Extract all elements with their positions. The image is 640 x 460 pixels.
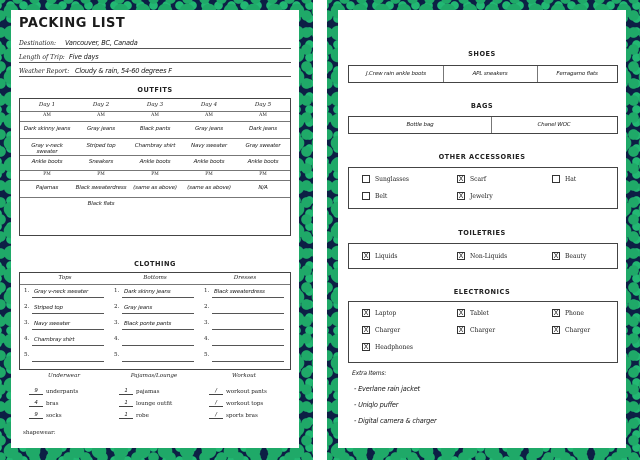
- item-number: 3.: [114, 320, 120, 326]
- pajamas-quantity[interactable]: 1: [119, 400, 133, 407]
- shoes-item: APL sneakers: [472, 71, 508, 77]
- non-liquids-label: Non-Liquids: [470, 253, 508, 260]
- item-number: 5.: [204, 352, 210, 358]
- pajamas-header: Pajamas/Lounge: [130, 373, 178, 379]
- entry-line: [32, 345, 104, 346]
- tops-item: Gray v-neck sweater: [34, 289, 89, 295]
- am-outfit-item: Striped top: [86, 143, 116, 149]
- laptop-checkbox[interactable]: X: [363, 309, 369, 317]
- destination-row: [19, 37, 291, 49]
- left-sheet: [11, 10, 299, 448]
- entry-line: [212, 297, 284, 298]
- bottoms-header: Bottoms: [143, 275, 167, 281]
- item-number: 2.: [24, 304, 30, 310]
- pajamas-label: lounge outfit: [136, 401, 173, 407]
- item-number: 4.: [114, 336, 120, 342]
- beauty-checkbox[interactable]: X: [553, 252, 559, 260]
- workout-quantity[interactable]: /: [209, 400, 223, 407]
- entry-line: [32, 361, 104, 362]
- length-row: [19, 51, 291, 63]
- entry-line: [122, 361, 194, 362]
- am-outfit-item: Ankle boots: [139, 159, 171, 165]
- am-outfit-item: Gray sweater: [245, 143, 281, 149]
- row-divider: [20, 138, 290, 139]
- workout-label: workout tops: [226, 401, 264, 407]
- workout-label: workout pants: [226, 389, 267, 395]
- pm-label: PM: [259, 171, 267, 177]
- length-value: Five days: [69, 53, 99, 61]
- undergarments-area: [19, 370, 291, 445]
- item-number: 2.: [204, 304, 210, 310]
- shoes-heading: SHOES: [468, 50, 496, 58]
- tablet-checkbox[interactable]: X: [458, 309, 464, 317]
- am-outfit-item: Gray jeans: [86, 126, 116, 132]
- tops-item: Striped top: [34, 305, 63, 311]
- workout-label: sports bras: [226, 413, 258, 419]
- row-divider: [20, 197, 290, 198]
- underwear-header: Underwear: [48, 373, 80, 379]
- entry-line: [212, 313, 284, 314]
- length-label: Length of Trip:: [19, 54, 65, 61]
- electronics-box: [348, 301, 618, 363]
- am-outfit-item: Dark jeans: [249, 126, 277, 132]
- item-number: 5.: [114, 352, 120, 358]
- am-outfit-item: Sneakers: [88, 159, 114, 165]
- sunglasses-label: Sunglasses: [375, 176, 409, 183]
- charger-label: Charger: [470, 327, 496, 334]
- shoes-item: J.Crew rain ankle boots: [366, 71, 426, 77]
- laptop-label: Laptop: [375, 310, 397, 317]
- item-number: 4.: [24, 336, 30, 342]
- tops-header: Tops: [58, 275, 72, 281]
- page-title: PACKING LIST: [19, 16, 126, 31]
- day-header: Day 4: [200, 101, 218, 108]
- phone-label: Phone: [565, 310, 584, 317]
- bottoms-item: Black ponte pants: [124, 321, 172, 327]
- am-label: AM: [43, 112, 51, 118]
- pm-outfit-item: N/A: [258, 185, 268, 191]
- underwear-label: socks: [46, 413, 62, 419]
- entry-line: [32, 297, 104, 298]
- headphones-label: Headphones: [375, 344, 414, 351]
- beauty-label: Beauty: [565, 253, 587, 260]
- pm-label: PM: [97, 171, 105, 177]
- item-number: 3.: [24, 320, 30, 326]
- liquids-checkbox[interactable]: X: [363, 252, 369, 260]
- workout-quantity[interactable]: /: [209, 412, 223, 419]
- bottoms-item: Gray jeans: [124, 305, 153, 311]
- am-outfit-item: Ankle boots: [193, 159, 225, 165]
- row-divider: [20, 121, 290, 122]
- tablet-label: Tablet: [470, 310, 489, 317]
- extra-item: - Digital camera & charger: [354, 417, 437, 425]
- entry-line: [32, 313, 104, 314]
- liquids-label: Liquids: [375, 253, 398, 260]
- hat-checkbox[interactable]: [552, 175, 560, 183]
- day-header: Day 3: [146, 101, 164, 108]
- electronics-heading: ELECTRONICS: [453, 288, 511, 296]
- jewelry-checkbox[interactable]: X: [458, 192, 464, 200]
- destination-label: Destination:: [19, 40, 57, 47]
- left-page: [0, 0, 313, 460]
- pm-label: PM: [43, 171, 51, 177]
- pm-outfit-item: (same as above): [187, 185, 231, 191]
- am-label: AM: [205, 112, 213, 118]
- extra-item: - Everlane rain jacket: [354, 385, 420, 393]
- pm-label: PM: [205, 171, 213, 177]
- pajamas-label: robe: [136, 413, 149, 419]
- belt-label: Belt: [375, 193, 388, 200]
- charger-label: Charger: [375, 327, 401, 334]
- item-number: 1.: [204, 288, 210, 294]
- pm-label: PM: [151, 171, 159, 177]
- entry-line: [122, 313, 194, 314]
- underwear-label: underpants: [46, 389, 79, 395]
- weather-row: [19, 65, 291, 77]
- underwear-quantity[interactable]: 4: [29, 400, 43, 407]
- bottoms-item: Dark skinny jeans: [124, 289, 171, 295]
- charger-checkbox[interactable]: X: [363, 326, 369, 334]
- extra-item: - Uniqlo puffer: [354, 401, 399, 409]
- item-number: 5.: [24, 352, 30, 358]
- am-outfit-item: Navy sweater: [191, 143, 227, 149]
- charger-checkbox[interactable]: X: [553, 326, 559, 334]
- right-page: [327, 0, 640, 460]
- pajamas-quantity[interactable]: 1: [119, 412, 133, 419]
- sunglasses-checkbox[interactable]: [362, 175, 370, 183]
- pajamas-quantity[interactable]: 1: [119, 388, 133, 395]
- hat-label: Hat: [565, 176, 577, 183]
- bags-item: Chanel WOC: [537, 122, 571, 128]
- workout-quantity[interactable]: /: [209, 388, 223, 395]
- shapewear-label: shapewear:: [23, 430, 56, 436]
- weather-value: Cloudy & rain, 54-60 degrees F: [75, 67, 172, 75]
- am-outfit-item: Chambray shirt: [134, 143, 176, 149]
- am-label: AM: [151, 112, 159, 118]
- day-header: Day 1: [38, 101, 56, 108]
- destination-value: Vancouver, BC, Canada: [65, 39, 138, 47]
- day-header: Day 2: [92, 101, 110, 108]
- entry-line: [212, 329, 284, 330]
- clothing-table: [19, 272, 291, 370]
- phone-checkbox[interactable]: X: [553, 309, 559, 317]
- dresses-header: Dresses: [233, 275, 257, 281]
- toiletries-box: [348, 243, 618, 269]
- entry-line: [32, 329, 104, 330]
- toiletries-heading: TOILETRIES: [458, 229, 506, 237]
- underwear-quantity[interactable]: 9: [29, 388, 43, 395]
- dresses-item: Black sweaterdress: [214, 289, 265, 295]
- item-number: 2.: [114, 304, 120, 310]
- workout-header: Workout: [231, 373, 257, 379]
- underwear-label: bras: [46, 401, 59, 407]
- item-number: 1.: [114, 288, 120, 294]
- shoes-row: [348, 65, 618, 83]
- pm-outfit-item: (same as above): [133, 185, 177, 191]
- item-number: 3.: [204, 320, 210, 326]
- scarf-checkbox[interactable]: X: [458, 175, 464, 183]
- pm-outfit-item: Pajamas: [35, 185, 59, 191]
- am-outfit-item: Ankle boots: [247, 159, 279, 165]
- shoes-item: Ferragamo flats: [556, 71, 598, 77]
- non-liquids-checkbox[interactable]: X: [458, 252, 464, 260]
- am-label: AM: [259, 112, 267, 118]
- am-outfit-item: Gray jeans: [194, 126, 224, 132]
- pajamas-label: pajamas: [136, 389, 160, 395]
- day-header: Day 5: [254, 101, 272, 108]
- am-outfit-item: Dark skinny jeans: [23, 126, 71, 132]
- right-sheet: [338, 10, 626, 448]
- pm-outfit-item: Black sweaterdress: [75, 185, 127, 191]
- weather-label: Weather Report:: [19, 68, 70, 75]
- charger-label: Charger: [565, 327, 591, 334]
- am-outfit-item: Ankle boots: [31, 159, 63, 165]
- row-divider: [20, 155, 290, 156]
- entry-line: [122, 297, 194, 298]
- outfits-table: [19, 98, 291, 236]
- accessories-heading: OTHER ACCESSORIES: [438, 153, 526, 161]
- item-number: 1.: [24, 288, 30, 294]
- outfits-heading: OUTFITS: [137, 86, 173, 94]
- am-outfit-item: Black pants: [139, 126, 171, 132]
- accessories-box: [348, 167, 618, 209]
- bags-item: Bottle bag: [406, 122, 434, 128]
- item-number: 4.: [204, 336, 210, 342]
- belt-checkbox[interactable]: [362, 192, 370, 200]
- entry-line: [212, 361, 284, 362]
- scarf-label: Scarf: [470, 176, 487, 183]
- tops-item: Chambray shirt: [34, 337, 75, 343]
- am-outfit-item: Gray v-neck sweater: [31, 143, 63, 155]
- extra-items-label: Extra Items:: [352, 370, 387, 377]
- jewelry-label: Jewelry: [470, 193, 493, 200]
- charger-checkbox[interactable]: X: [458, 326, 464, 334]
- entry-line: [122, 329, 194, 330]
- bags-row: [348, 116, 618, 134]
- tops-item: Navy sweater: [34, 321, 70, 327]
- am-label: AM: [97, 112, 105, 118]
- row-divider: [20, 180, 290, 181]
- entry-line: [122, 345, 194, 346]
- bags-heading: BAGS: [470, 102, 494, 110]
- underwear-quantity[interactable]: 9: [29, 412, 43, 419]
- header-divider: [20, 284, 290, 285]
- headphones-checkbox[interactable]: X: [363, 343, 369, 351]
- pm-outfit-item: Black flats: [87, 201, 115, 207]
- clothing-heading: CLOTHING: [134, 260, 176, 268]
- entry-line: [212, 345, 284, 346]
